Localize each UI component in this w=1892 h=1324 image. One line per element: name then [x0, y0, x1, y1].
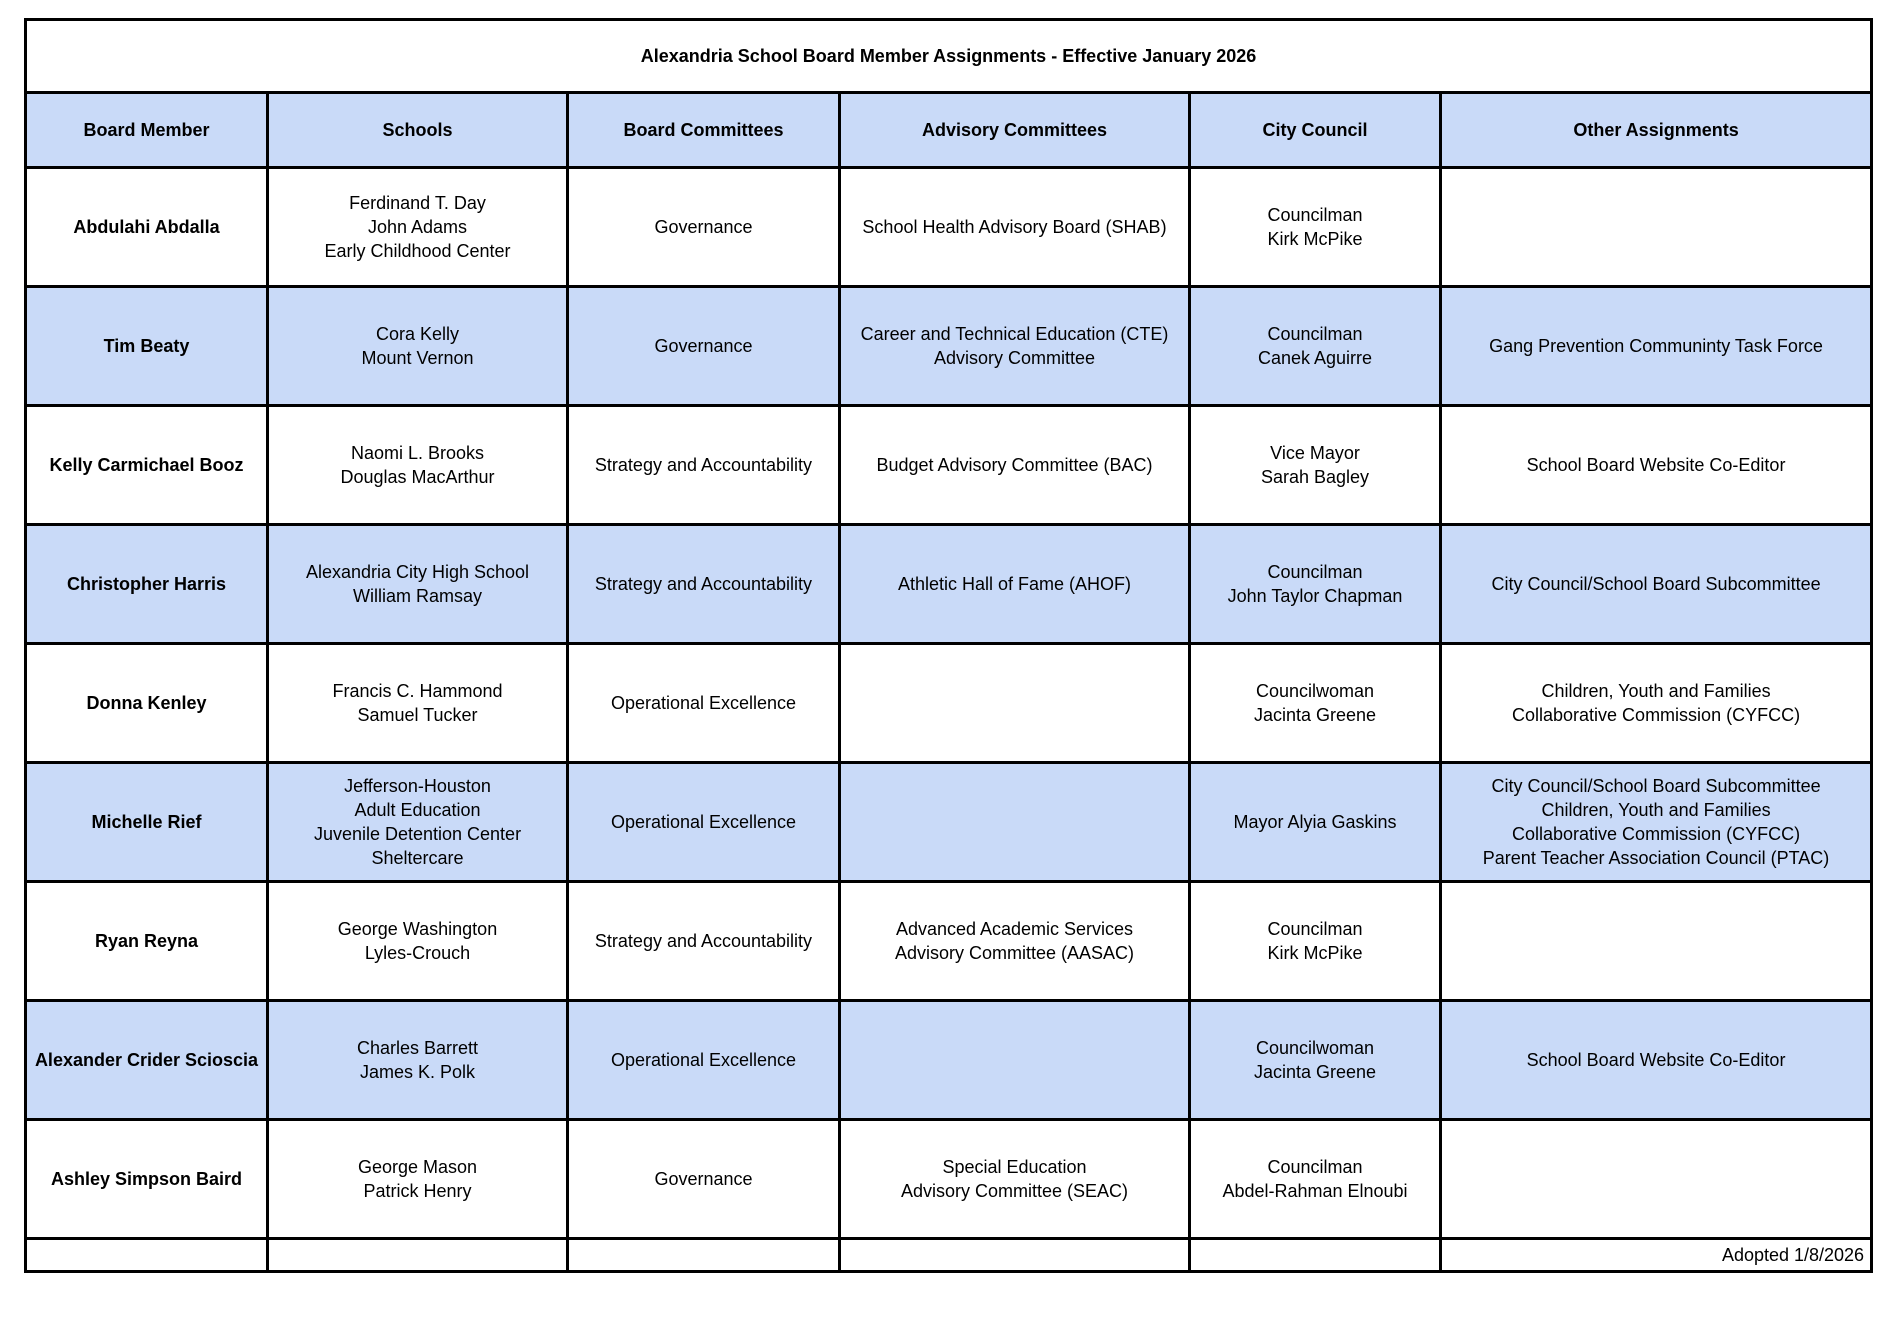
- cell-line: Councilman: [1267, 562, 1363, 582]
- cell-line: Juvenile Detention Center: [313, 824, 522, 844]
- schools-cell: [268, 882, 568, 1001]
- other-assignments-cell: [1441, 882, 1872, 1001]
- cell-line: Advanced Academic Services: [895, 919, 1134, 939]
- cell-line: Councilwoman: [1255, 681, 1375, 701]
- schools-cell: [268, 406, 568, 525]
- member-cell: Kelly Carmichael Booz: [26, 406, 268, 525]
- other-assignments-cell: [1441, 644, 1872, 763]
- cell-line: Jacinta Greene: [1253, 705, 1377, 725]
- table-row: [26, 644, 1872, 763]
- cell-line: George Washington: [337, 919, 498, 939]
- advisory-committees-cell: [840, 1120, 1190, 1239]
- cell-line: Samuel Tucker: [357, 705, 478, 725]
- cell-line: Councilman: [1267, 919, 1363, 939]
- member-cell: Christopher Harris: [26, 525, 268, 644]
- board-committees-cell: [568, 525, 840, 644]
- board-committees-cell: [568, 406, 840, 525]
- cell-line: Councilwoman: [1255, 1038, 1375, 1058]
- table-row: [26, 1120, 1872, 1239]
- cell-line: Early Childhood Center: [324, 241, 511, 261]
- board-committees-cell: [568, 1120, 840, 1239]
- cell-line: City Council/School Board Subcommittee: [1491, 574, 1821, 594]
- city-council-cell: [1190, 406, 1441, 525]
- cell-line: John Taylor Chapman: [1227, 586, 1403, 606]
- footer-cell: [568, 1239, 840, 1272]
- member-cell: Michelle Rief: [26, 763, 268, 882]
- cell-line: Advisory Committee (SEAC): [900, 1181, 1129, 1201]
- board-committees-cell: [568, 644, 840, 763]
- schools-cell: [268, 168, 568, 287]
- cell-line: Strategy and Accountability: [594, 455, 813, 475]
- cell-line: Collaborative Commission (CYFCC): [1512, 824, 1801, 844]
- advisory-committees-cell: [840, 168, 1190, 287]
- cell-line: Kirk McPike: [1267, 943, 1363, 963]
- cell-line: Francis C. Hammond: [332, 681, 503, 701]
- cell-line: Parent Teacher Association Council (PTAC): [1482, 848, 1830, 868]
- schools-cell: [268, 525, 568, 644]
- assignments-table: [24, 18, 1873, 1273]
- member-cell: Ashley Simpson Baird: [26, 1120, 268, 1239]
- cell-line: Councilman: [1267, 324, 1363, 344]
- member-cell: Donna Kenley: [26, 644, 268, 763]
- cell-line: Advisory Committee (AASAC): [894, 943, 1135, 963]
- table-row: [26, 525, 1872, 644]
- city-council-cell: [1190, 644, 1441, 763]
- advisory-committees-cell: [840, 644, 1190, 763]
- member-cell: Ryan Reyna: [26, 882, 268, 1001]
- cell-line: School Board Website Co-Editor: [1526, 1050, 1786, 1070]
- page-title: Alexandria School Board Member Assignments - Effective January 2026: [26, 20, 1872, 93]
- cell-line: Canek Aguirre: [1257, 348, 1373, 368]
- column-header-advisory-committees: Advisory Committees: [840, 93, 1190, 168]
- advisory-committees-cell: [840, 1001, 1190, 1120]
- other-assignments-cell: [1441, 1001, 1872, 1120]
- advisory-committees-cell: [840, 406, 1190, 525]
- column-header-board-member: Board Member: [26, 93, 268, 168]
- cell-line: Special Education: [942, 1157, 1087, 1177]
- cell-line: Children, Youth and Families: [1541, 800, 1771, 820]
- member-cell: Abdulahi Abdalla: [26, 168, 268, 287]
- table-row: [26, 168, 1872, 287]
- cell-line: Mount Vernon: [361, 348, 474, 368]
- city-council-cell: [1190, 882, 1441, 1001]
- cell-line: Gang Prevention Communinty Task Force: [1489, 336, 1823, 356]
- cell-line: Budget Advisory Committee (BAC): [876, 455, 1153, 475]
- cell-line: Operational Excellence: [610, 812, 797, 832]
- cell-line: Governance: [654, 217, 753, 237]
- city-council-cell: [1190, 168, 1441, 287]
- cell-line: Jacinta Greene: [1253, 1062, 1377, 1082]
- board-committees-cell: [568, 1001, 840, 1120]
- board-committees-cell: [568, 763, 840, 882]
- header-row: [26, 93, 1872, 168]
- cell-line: Councilman: [1267, 1157, 1363, 1177]
- cell-line: Mayor Alyia Gaskins: [1233, 812, 1397, 832]
- cell-line: Councilman: [1267, 205, 1363, 225]
- cell-line: Strategy and Accountability: [594, 574, 813, 594]
- city-council-cell: [1190, 1120, 1441, 1239]
- cell-line: Advisory Committee: [933, 348, 1096, 368]
- board-committees-cell: [568, 168, 840, 287]
- footer-cell: [268, 1239, 568, 1272]
- cell-line: Career and Technical Education (CTE): [860, 324, 1169, 344]
- cell-line: Jefferson-Houston: [344, 776, 491, 796]
- cell-line: City Council/School Board Subcommittee: [1491, 776, 1821, 796]
- cell-line: School Board Website Co-Editor: [1526, 455, 1786, 475]
- member-cell: Alexander Crider Scioscia: [26, 1001, 268, 1120]
- schools-cell: [268, 644, 568, 763]
- other-assignments-cell: [1441, 763, 1872, 882]
- column-header-board-committees: Board Committees: [568, 93, 840, 168]
- other-assignments-cell: [1441, 1120, 1872, 1239]
- cell-line: Douglas MacArthur: [340, 467, 495, 487]
- schools-cell: [268, 1001, 568, 1120]
- cell-line: William Ramsay: [352, 586, 482, 606]
- schools-cell: [268, 1120, 568, 1239]
- cell-line: Charles Barrett: [356, 1038, 479, 1058]
- assignments-sheet: [24, 18, 1870, 1273]
- cell-line: Kirk McPike: [1267, 229, 1363, 249]
- schools-cell: [268, 287, 568, 406]
- cell-line: James K. Polk: [359, 1062, 476, 1082]
- cell-line: John Adams: [367, 217, 468, 237]
- advisory-committees-cell: [840, 287, 1190, 406]
- member-cell: Tim Beaty: [26, 287, 268, 406]
- table-row: [26, 1001, 1872, 1120]
- cell-line: Sarah Bagley: [1260, 467, 1370, 487]
- advisory-committees-cell: [840, 525, 1190, 644]
- table-row: [26, 287, 1872, 406]
- cell-line: Naomi L. Brooks: [350, 443, 485, 463]
- table-row: [26, 763, 1872, 882]
- cell-line: Collaborative Commission (CYFCC): [1512, 705, 1801, 725]
- cell-line: Sheltercare: [371, 848, 464, 868]
- other-assignments-cell: [1441, 406, 1872, 525]
- cell-line: Patrick Henry: [363, 1181, 472, 1201]
- cell-line: Operational Excellence: [610, 693, 797, 713]
- other-assignments-cell: [1441, 287, 1872, 406]
- other-assignments-cell: [1441, 168, 1872, 287]
- footer-row: [26, 1239, 1872, 1272]
- board-committees-cell: [568, 287, 840, 406]
- cell-line: Abdel-Rahman Elnoubi: [1222, 1181, 1408, 1201]
- schools-cell: [268, 763, 568, 882]
- column-header-other-assignments: Other Assignments: [1441, 93, 1872, 168]
- footer-cell: [840, 1239, 1190, 1272]
- city-council-cell: [1190, 287, 1441, 406]
- advisory-committees-cell: [840, 882, 1190, 1001]
- footer-cell: [1190, 1239, 1441, 1272]
- cell-line: Ferdinand T. Day: [349, 193, 486, 213]
- city-council-cell: [1190, 525, 1441, 644]
- cell-line: Children, Youth and Families: [1541, 681, 1771, 701]
- city-council-cell: [1190, 763, 1441, 882]
- city-council-cell: [1190, 1001, 1441, 1120]
- table-row: [26, 406, 1872, 525]
- footer-cell: [26, 1239, 268, 1272]
- cell-line: Governance: [654, 1169, 753, 1189]
- cell-line: School Health Advisory Board (SHAB): [862, 217, 1167, 237]
- cell-line: Governance: [654, 336, 753, 356]
- cell-line: Lyles-Crouch: [364, 943, 471, 963]
- cell-line: Vice Mayor: [1270, 443, 1360, 463]
- cell-line: Alexandria City High School: [305, 562, 530, 582]
- cell-line: Adult Education: [354, 800, 481, 820]
- cell-line: Cora Kelly: [375, 324, 460, 344]
- cell-line: George Mason: [357, 1157, 478, 1177]
- column-header-schools: Schools: [268, 93, 568, 168]
- other-assignments-cell: [1441, 525, 1872, 644]
- table-row: [26, 882, 1872, 1001]
- cell-line: Athletic Hall of Fame (AHOF): [897, 574, 1132, 594]
- advisory-committees-cell: [840, 763, 1190, 882]
- column-header-city-council: City Council: [1190, 93, 1441, 168]
- cell-line: Operational Excellence: [610, 1050, 797, 1070]
- board-committees-cell: [568, 882, 840, 1001]
- table-body: [26, 168, 1872, 1239]
- cell-line: Strategy and Accountability: [594, 931, 813, 951]
- adopted-date: Adopted 1/8/2026: [1441, 1239, 1872, 1272]
